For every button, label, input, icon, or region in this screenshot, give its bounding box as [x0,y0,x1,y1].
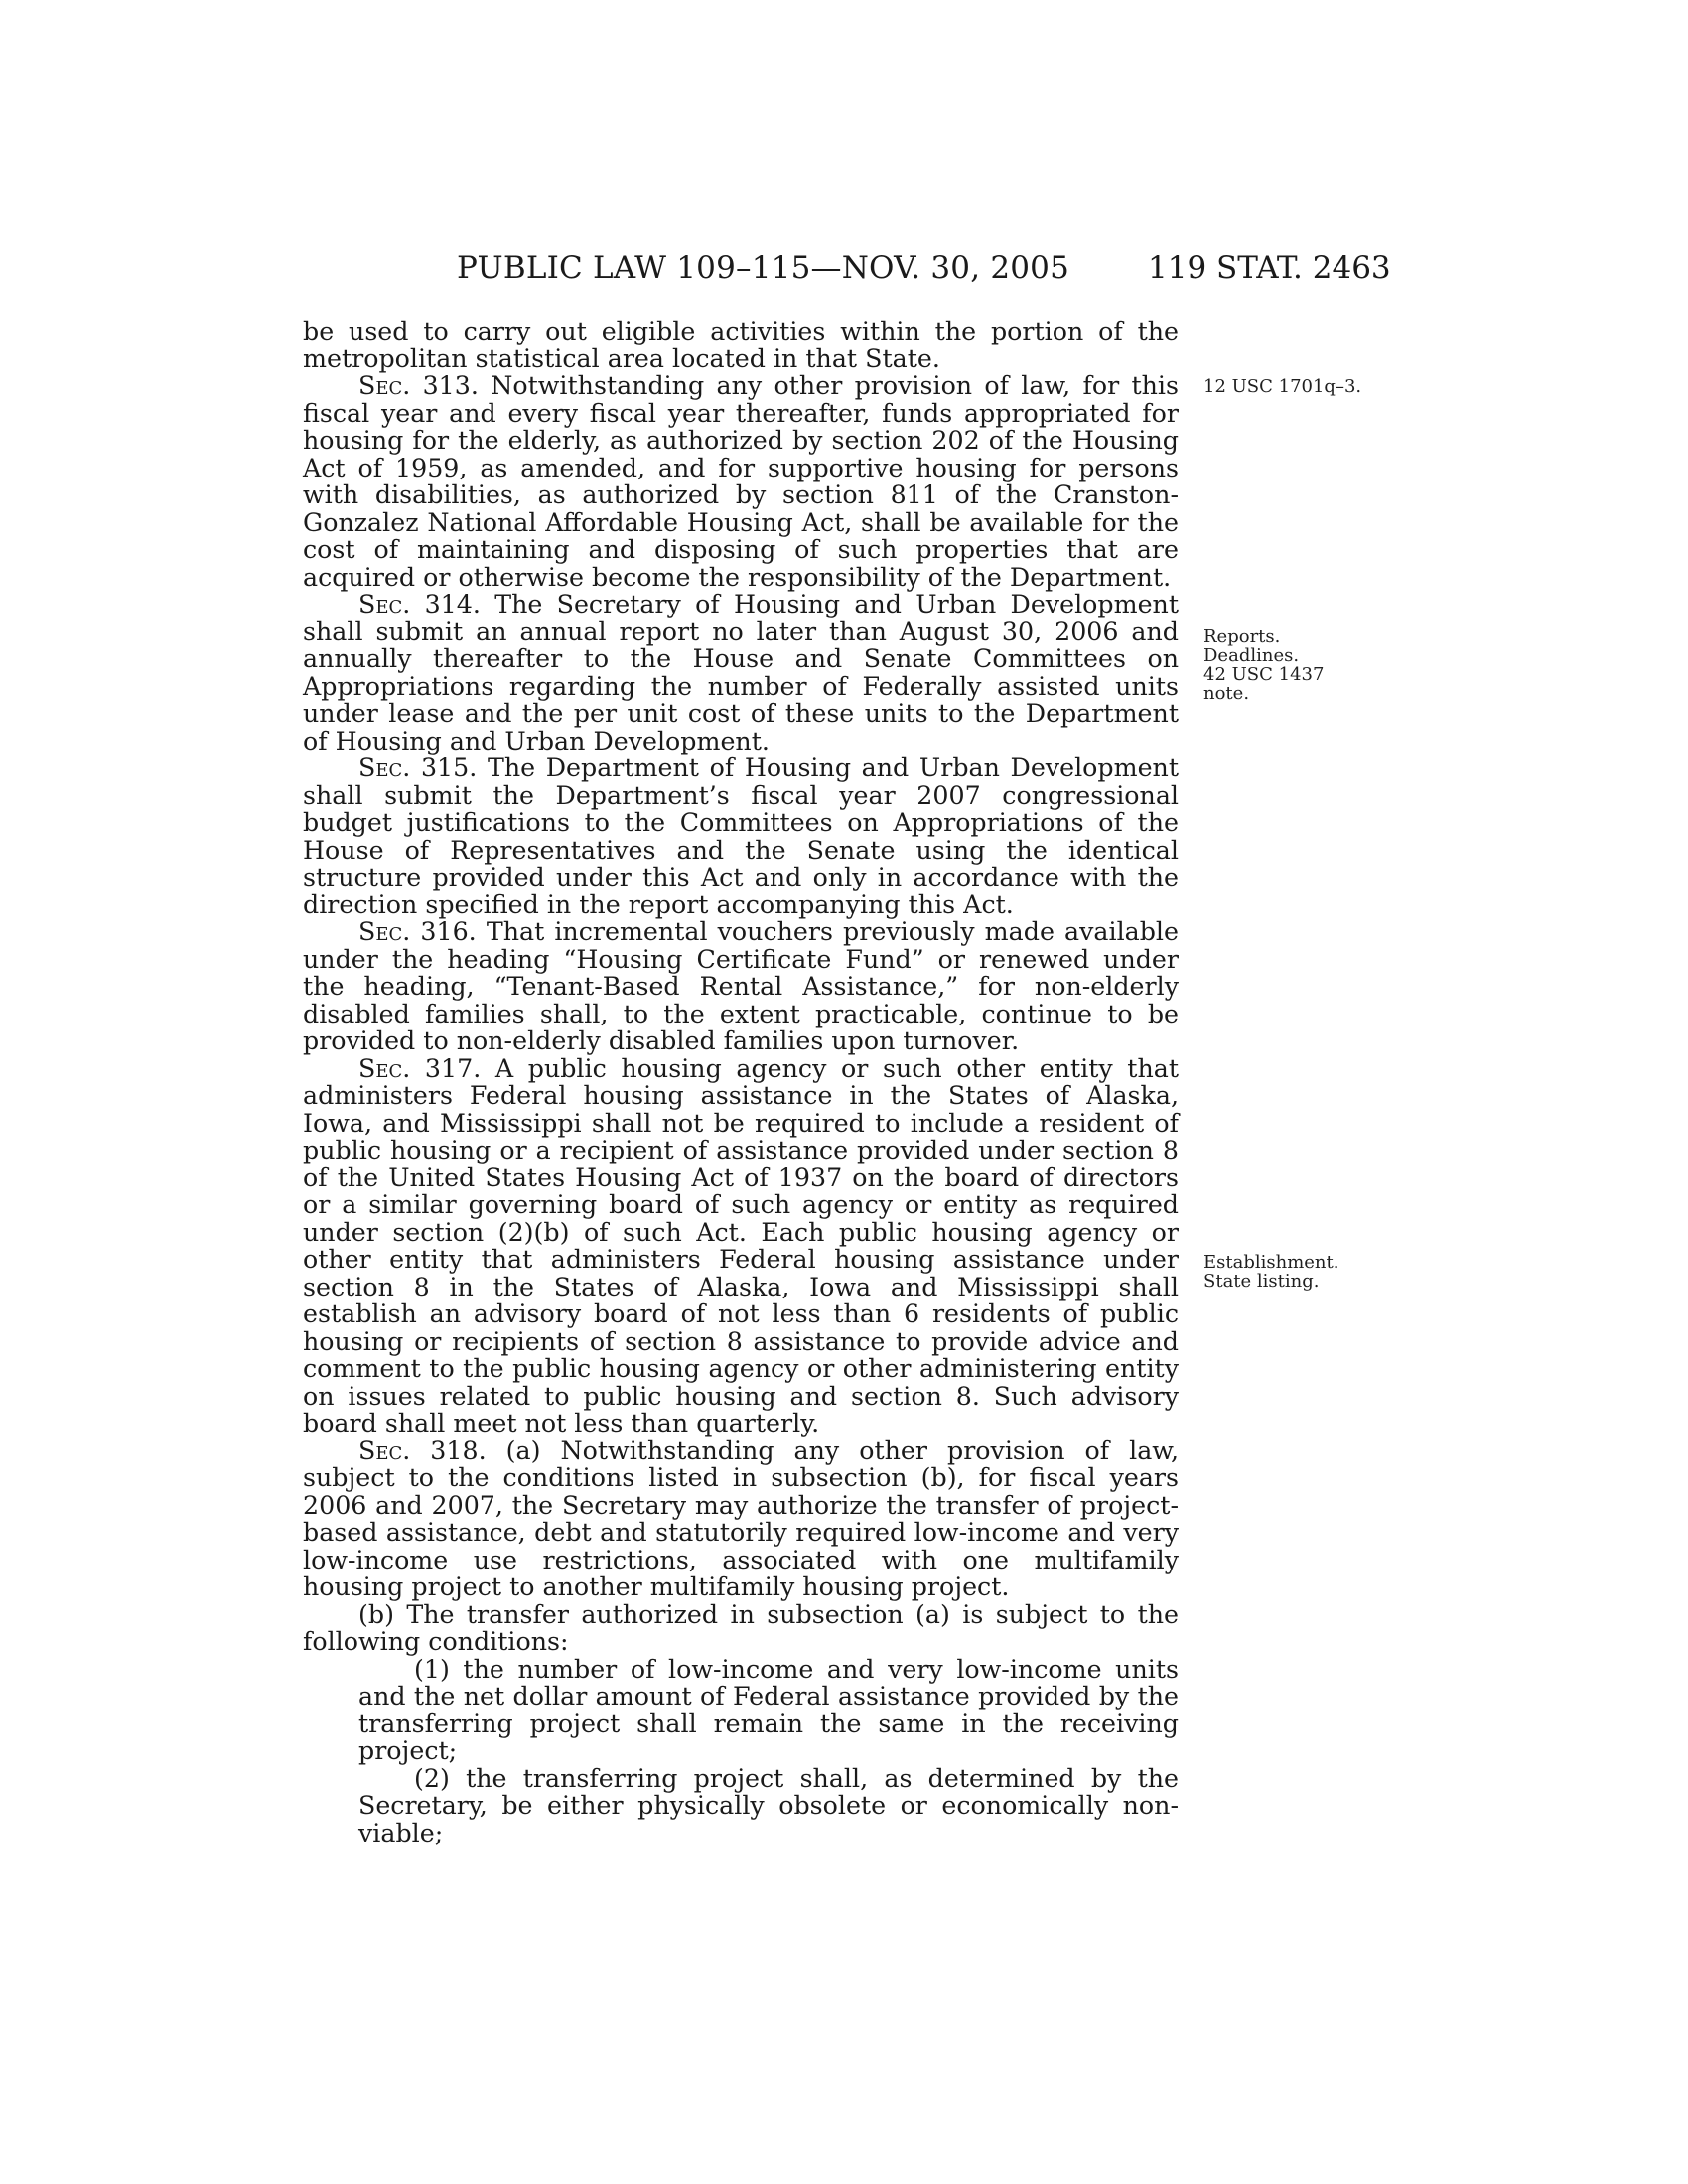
section-313 [303,372,1179,591]
section-314-label: Sec. 314. [358,590,481,618]
paragraph-continuation: be used to carry out eligible activities within the portion of the metropolitan statistical area located in that State. [303,317,1179,373]
statute-body [303,318,1179,1846]
margin-note-reports: Reports. [1203,626,1281,647]
margin-note-state-listing: State listing. [1203,1271,1320,1292]
margin-note-note: note. [1203,683,1250,704]
margin-note-usc-citation: 42 USC 1437 [1203,664,1325,685]
section-317-label: Sec. 317. [358,1053,482,1083]
section-318-b-item-1: (1) the number of low-income and very low-income units and the net dollar amount of Federal assistance provided by the transferring project shall remain the same in the receiving project; [358,1654,1179,1765]
margin-note-establishment: Establishment. [1203,1252,1339,1273]
section-314-text: The Secretary of Housing and Urban Development shall submit an annual report no later than August 30, 2006 and annually thereafter to the House and Senate Committees on Appropriations regarding the number of Federally assisted units under lease and the per unit cost of these units to the Department of Housing and Urban Development. [303,590,1179,755]
section-315-label: Sec. 315. [358,753,478,782]
section-315-text: The Department of Housing and Urban Development shall submit the Department’s fiscal year 2007 congressional budget justifications to the Committees on Appropriations of the House of Representatives and the Senate using the identical structure provided under this Act and only in accordance with the direction specified in the report accompanying this Act. [303,753,1179,919]
section-313-text: Notwithstanding any other provision of law, for this fiscal year and every fiscal year thereafter, funds appropriated for housing for the elderly, as authorized by section 202 of the Housing Act of 1959, as amended, and for supportive housing for persons with disabilities, as authorized by section 811 of the Cranston-Gonzalez National Affordable Housing Act, shall be available for the cost of maintaining and disposing of such properties that are acquired or otherwise become the responsibility of the Department. [303,371,1179,592]
section-317 [303,1055,1179,1437]
margin-note-sec-314 [1203,627,1324,703]
section-316-text: That incremental vouchers previously made available under the heading “Housing Certificate Fund” or renewed under the heading, “Tenant-Based Rental Assistance,” for non-elderly disabled families shall, to the extent practicable, continue to be provided to non-elderly disabled families upon turnover. [303,917,1179,1055]
section-317-text: A public housing agency or such other entity that administers Federal housing assistance in the States of Alaska, Iowa, and Mississippi shall not be required to include a resident of public housing or a recipient of assistance provided under section 8 of the United States Housing Act of 1937 on the board of directors or a similar governing board of such agency or entity as required under section (2)(b) of such Act. Each public housing agency or other entity that administers Federal housing assistance under section 8 in the States of Alaska, Iowa and Mississippi shall establish an advisory board of not less than 6 residents of public housing or recipients of section 8 assistance to provide advice and comment to the public housing agency or other administering entity on issues related to public housing and section 8. Such advisory board shall meet not less than quarterly. [303,1053,1179,1437]
section-313-label: Sec. 313. [358,371,479,400]
margin-note-deadlines: Deadlines. [1203,645,1300,666]
margin-note-sec-317 [1203,1253,1338,1291]
running-header-page-ref: 119 STAT. 2463 [1148,250,1391,286]
section-315 [303,754,1179,918]
section-318-text: (a) Notwithstanding any other provision of law, subject to the conditions listed in subsection (b), for fiscal years 2006 and 2007, the Secretary may authorize the transfer of project-based assistance, debt and statutorily required low-income and very low-income use restrictions, associated with one multifamily housing project to another multifamily housing project. [303,1435,1180,1601]
margin-note-sec-313 [1203,377,1361,396]
section-318 [303,1437,1179,1601]
section-314 [303,591,1179,754]
section-318-subsection-b: (b) The transfer authorized in subsection (a) is subject to the following conditions: [303,1599,1179,1656]
section-318-label: Sec. 318. [358,1435,487,1465]
margin-note-usc-citation: 12 USC 1701q–3. [1203,376,1362,397]
section-316 [303,918,1179,1055]
running-header-title: PUBLIC LAW 109–115—NOV. 30, 2005 [457,250,1070,286]
section-318-b-item-2: (2) the transferring project shall, as determined by the Secretary, be either physically obsolete or economically non-viable; [358,1763,1179,1847]
section-316-label: Sec. 316. [358,917,477,946]
